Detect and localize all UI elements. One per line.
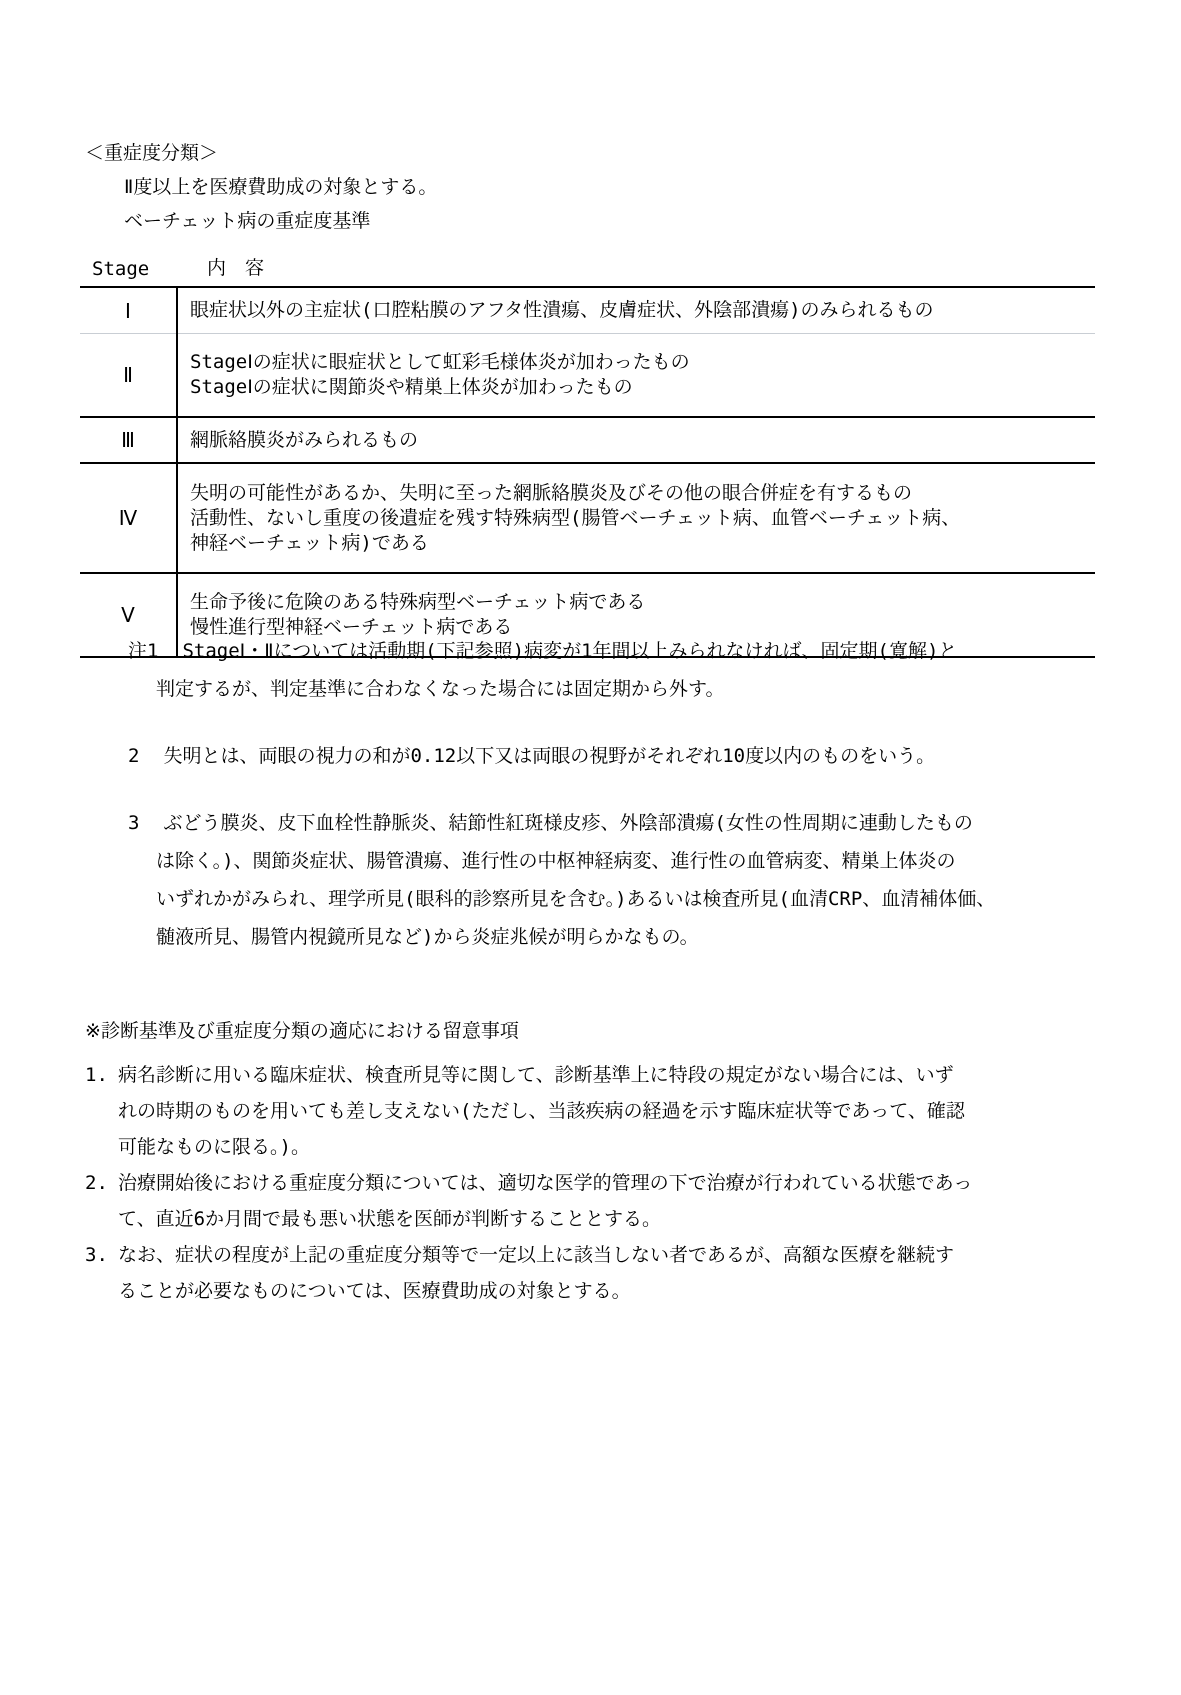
remark-number: 2. bbox=[85, 1172, 108, 1194]
note-line: 髄液所見、腸管内視鏡所見など)から炎症兆候が明らかなもの。 bbox=[156, 926, 699, 948]
table-row bbox=[80, 417, 1095, 463]
content-line: 神経ベーチェット病)である bbox=[190, 531, 429, 554]
stage-cell: Ⅳ bbox=[80, 463, 177, 573]
severity-table bbox=[80, 248, 1095, 658]
stage-cell: Ⅲ bbox=[80, 417, 177, 463]
remark-number: 1. bbox=[85, 1064, 108, 1086]
remark-item-2 bbox=[85, 1165, 1155, 1237]
content-line: 生命予後に危険のある特殊病型ベーチェット病である bbox=[190, 591, 646, 613]
content-cell bbox=[177, 287, 1095, 334]
intro-line: Ⅱ度以上を医療費助成の対象とする。 bbox=[124, 176, 438, 198]
content-line: StageⅠの症状に関節炎や精巣上体炎が加わったもの bbox=[190, 376, 633, 398]
remarks-section bbox=[85, 1016, 1155, 1309]
content-line: 活動性、ないし重度の後遺症を残す特殊病型(腸管ベーチェット病、血管ベーチェット病、 bbox=[190, 506, 961, 529]
note-line bbox=[128, 737, 1138, 775]
note-line: は除く。)、関節炎症状、腸管潰瘍、進行性の中枢神経病変、進行性の血管病変、精巣上体炎の bbox=[156, 850, 956, 872]
note-label: 注1 bbox=[128, 640, 159, 662]
remark-item-3 bbox=[85, 1237, 1155, 1309]
remark-item-1 bbox=[85, 1057, 1155, 1165]
remarks-heading: ※診断基準及び重症度分類の適応における留意事項 bbox=[85, 1020, 519, 1042]
note-item-1 bbox=[128, 632, 1138, 708]
page-title: ＜重症度分類＞ bbox=[85, 142, 219, 164]
note-item-3 bbox=[128, 804, 1138, 956]
remark-number: 3. bbox=[85, 1244, 108, 1266]
content-column-header: 内 容 bbox=[207, 257, 265, 279]
remark-line: 治療開始後における重症度分類については、適切な医学的管理の下で治療が行われている状態であっ bbox=[118, 1172, 973, 1194]
table-header-row bbox=[80, 248, 1095, 287]
table-row bbox=[80, 334, 1095, 418]
content-line: StageⅠの症状に眼症状として虹彩毛様体炎が加わったもの bbox=[190, 351, 690, 373]
table-row bbox=[80, 287, 1095, 334]
remark-line: て、直近6か月間で最も悪い状態を医師が判断することとする。 bbox=[118, 1208, 662, 1230]
stage-column-header: Stage bbox=[92, 258, 150, 280]
note-text: 失明とは、両眼の視力の和が0.12以下又は両眼の視野がそれぞれ10度以内のものをいう。 bbox=[163, 745, 936, 767]
content-cell bbox=[177, 417, 1095, 463]
note-label: 3 bbox=[128, 812, 140, 834]
remark-line: れの時期のものを用いても差し支えない(ただし、当該疾病の経過を示す臨床症状等であって、確認 bbox=[118, 1100, 965, 1122]
notes-section bbox=[128, 632, 1138, 985]
content-line: 眼症状以外の主症状(口腔粘膜のアフタ性潰瘍、皮膚症状、外陰部潰瘍)のみられるもの bbox=[190, 299, 934, 321]
note-text: StageⅠ・Ⅱについては活動期(下記参照)病変が1年間以上みられなければ、固定期(寛解)と bbox=[182, 640, 958, 662]
note-text: ぶどう膜炎、皮下血栓性静脈炎、結節性紅斑様皮疹、外陰部潰瘍(女性の性周期に連動したもの bbox=[163, 812, 973, 834]
stage-cell: Ⅴ bbox=[80, 573, 177, 657]
content-line: 慢性進行型神経ベーチェット病である bbox=[190, 616, 513, 638]
content-cell bbox=[177, 334, 1095, 418]
remark-line: なお、症状の程度が上記の重症度分類等で一定以上に該当しない者であるが、高額な医療を継続す bbox=[118, 1244, 955, 1266]
note-label: 2 bbox=[128, 745, 140, 767]
remark-line: ることが必要なものについては、医療費助成の対象とする。 bbox=[118, 1280, 631, 1302]
content-line: 網脈絡膜炎がみられるもの bbox=[190, 428, 419, 451]
table-row bbox=[80, 463, 1095, 573]
stage-cell: Ⅰ bbox=[80, 287, 177, 334]
table-caption: ベーチェット病の重症度基準 bbox=[124, 210, 371, 232]
stage-cell: Ⅱ bbox=[80, 334, 177, 418]
content-cell bbox=[177, 463, 1095, 573]
note-line bbox=[128, 804, 1138, 842]
content-line: 失明の可能性があるか、失明に至った網脈絡膜炎及びその他の眼合併症を有するもの bbox=[190, 481, 913, 504]
note-line: いずれかがみられ、理学所見(眼科的診察所見を含む。)あるいは検査所見(血清CRP、血清補体価、 bbox=[156, 888, 996, 910]
remark-line: 病名診断に用いる臨床症状、検査所見等に関して、診断基準上に特段の規定がない場合には、いず bbox=[118, 1064, 954, 1086]
note-item-2 bbox=[128, 737, 1138, 775]
note-line bbox=[128, 632, 1138, 670]
note-line: 判定するが、判定基準に合わなくなった場合には固定期から外す。 bbox=[156, 678, 725, 700]
remark-line: 可能なものに限る。)。 bbox=[118, 1136, 310, 1158]
